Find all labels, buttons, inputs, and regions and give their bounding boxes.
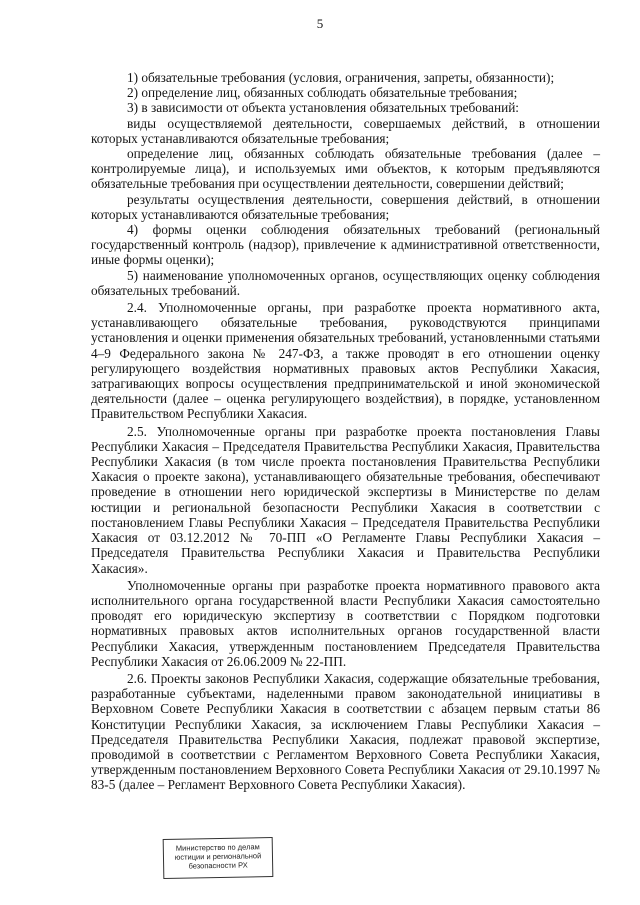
paragraph-2-6: 2.6. Проекты законов Республики Хакасия, содержащие обязательные требования, разработанные субъектами, наделенными правом законодательной инициативы в Верховном Совете Республики Хакасия в соответствии с абзацем первым статьи 86 Конституции Республики Хакасия, за исключением Главы Республики Хакасия – Председателя Правительства Республики Хакасия, подлежат правовой экспертизе, проводимой в соответствии с Регламентом Верховного Совета Республики Хакасия, утвержденным постановлением Верховного Совета Республики Хакасия от 29.10.1997 № 83-5 (далее – Регламент Верховного Совета Республики Хакасия). xyxy=(91,670,600,793)
paragraph-activity-types: виды осуществляемой деятельности, совершаемых действий, в отношении которых устанавливаются обязательные требования; xyxy=(91,115,600,146)
paragraph-legal-expertise: Уполномоченные органы при разработке проекта нормативного правового акта исполнительного органа государственной власти Республики Хакасия самостоятельно проводят его юридическую экспертизу в соответствии с Порядком подготовки нормативных правовых актов исполнительных органов государственной власти Республики Хакасия, утвержденным постановлением Председателя Правительства Республики Хакасия от 26.06.2009 № 22-ПП. xyxy=(91,577,600,669)
paragraph-2-5: 2.5. Уполномоченные органы при разработке проекта постановления Главы Республики Хакасия – Председателя Правительства Республики Хакасия, Правительства Республики Хакасия (в том числе проекта постановления Правительства Республики Хакасия о проекте закона), устанавливающего обязательные требования, обеспечивают проведение в отношении него юридической экспертизы в Министерстве по делам юстиции и региональной безопасности Республики Хакасия в соответствии с постановлением Главы Республики Хакасия – Председателя Правительства Республики Хакасия от 03.12.2012 № 70-ПП «О Регламенте Главы Республики Хакасия – Председателя Правительства Республики Хакасия и Правительства Республики Хакасия». xyxy=(91,423,600,576)
paragraph-activity-results: результаты осуществления деятельности, совершения действий, в отношении которых устанавливаются обязательные требования; xyxy=(91,191,600,222)
paragraph-item-2: 2) определение лиц, обязанных соблюдать обязательные требования; xyxy=(127,85,518,101)
paragraph-item-3: 3) в зависимости от объекта установления обязательных требований: xyxy=(127,100,519,116)
paragraph-item-5: 5) наименование уполномоченных органов, осуществляющих оценку соблюдения обязательных требований. xyxy=(91,267,600,298)
stamp-line-3: безопасности РХ xyxy=(188,860,248,871)
document-body xyxy=(91,70,600,793)
page-number: 5 xyxy=(316,16,324,31)
stamp-line-1: Министерство по делам xyxy=(175,842,260,853)
stamp-line-2: юстиции и региональной xyxy=(174,851,262,862)
paragraph-item-1: 1) обязательные требования (условия, ограничения, запреты, обязанности); xyxy=(127,70,555,85)
paragraph-2-4: 2.4. Уполномоченные органы, при разработке проекта нормативного акта, устанавливающего обязательные требования, руководствуются принципами установления и оценки применения обязательных требований, установленными статьями 4–9 Федерального закона № 247-ФЗ, а также проводят в его отношении оценку регулирующего воздействия нормативных правовых актов Республики Хакасия, затрагивающих вопросы осуществления предпринимательской и иной экономической деятельности (далее – оценка регулирующего воздействия), в порядке, установленном Правительством Республики Хакасия. xyxy=(91,300,600,422)
paragraph-controlled-persons: определение лиц, обязанных соблюдать обязательные требования (далее – контролируемые лица), и используемых ими объектов, к которым предъявляются обязательные требования при осуществлении деятельности, совершении действий; xyxy=(91,146,600,192)
paragraph-item-4: 4) формы оценки соблюдения обязательных требований (региональный государственный контроль (надзор), привлечение к административной ответственности, иные формы оценки); xyxy=(91,222,600,268)
ministry-stamp xyxy=(163,837,274,879)
